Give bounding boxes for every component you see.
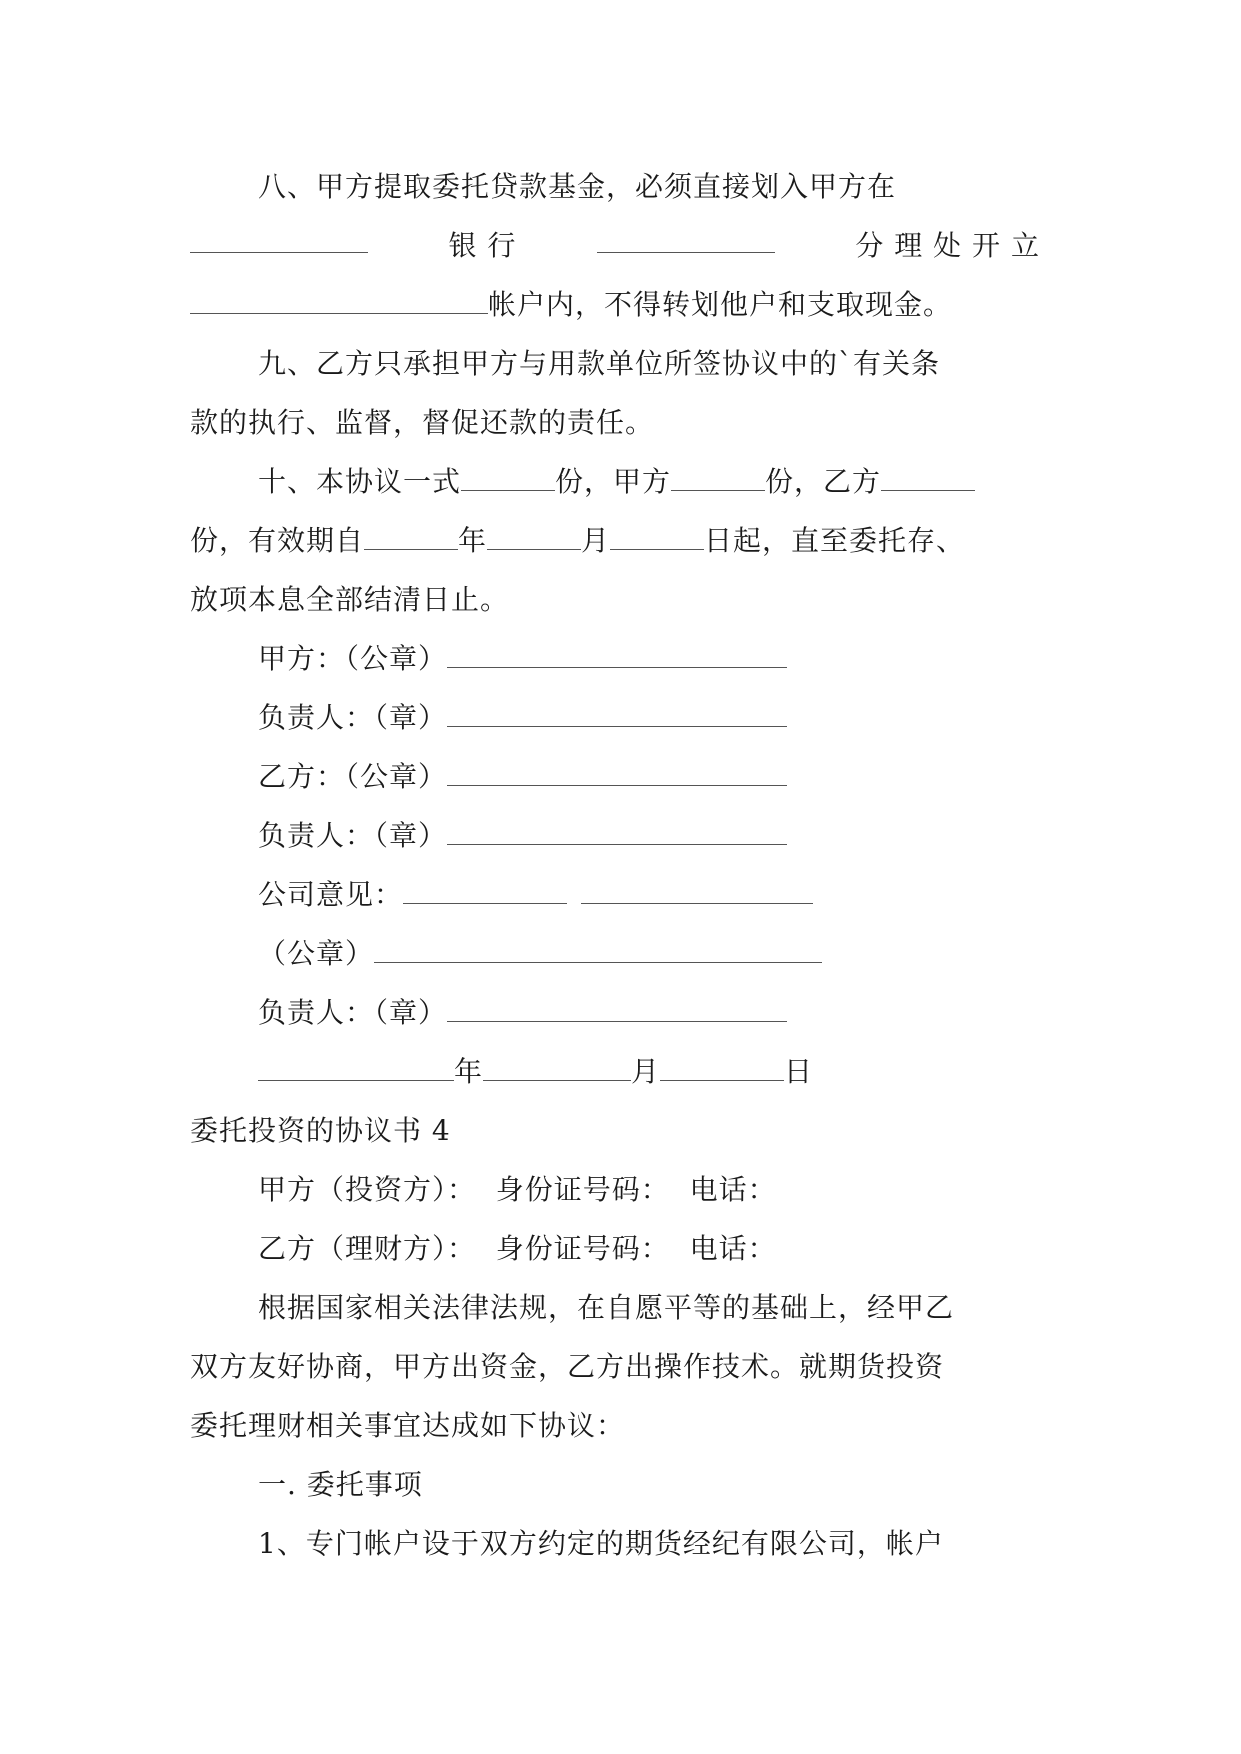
month-label: 月 [631,1055,661,1088]
blank-field[interactable] [487,523,581,550]
signature-blank[interactable] [447,759,787,786]
section8-line1: 八、甲方提取委托贷款基金，必须直接划入甲方在 [258,170,897,203]
section8-line3-text: 帐户内，不得转划他户和支取现金。 [488,288,953,321]
signature-blank[interactable] [581,877,813,904]
company-opinion-label: 公司意见： [258,878,404,911]
principal-3-line [258,993,787,1033]
agreement-title: 委托投资的协议书 4 [190,1114,451,1147]
blank-field[interactable] [364,523,458,550]
bank-label: 银 行 [448,229,517,262]
party-b-info: 乙方（理财方）： 身份证号码： 电话： [258,1232,777,1265]
day-label: 日 [784,1055,814,1088]
intro-line2: 双方友好协商，甲方出资金，乙方出操作技术。就期货投资 [190,1350,945,1383]
blank-field[interactable] [671,464,765,491]
section10-text: 份，有效期自 [190,524,365,557]
date-blank[interactable] [258,1054,454,1081]
section8-line3 [190,285,952,325]
signature-blank[interactable] [447,995,787,1022]
blank-field[interactable] [610,523,704,550]
seal-label: （公章） [258,937,375,970]
seal-line [258,934,822,974]
item-1: 1、专门帐户设于双方约定的期货经纪有限公司，帐户 [258,1527,944,1560]
section10-text: 年 [458,524,488,557]
principal-label: 负责人：（章） [258,996,448,1029]
section8-line2 [190,226,1040,266]
principal-2-line [258,816,787,856]
blank-field[interactable] [597,226,775,253]
section10-line1 [258,462,975,502]
intro-line1: 根据国家相关法律法规，在自愿平等的基础上，经甲乙 [258,1291,955,1324]
principal-1-line [258,698,787,738]
signature-blank[interactable] [374,936,822,963]
blank-field[interactable] [190,226,368,253]
party-b-seal-label: 乙方：（公章） [258,760,448,793]
party-a-seal-line [258,639,787,679]
company-opinion-line [258,875,813,915]
section10-line2 [190,521,965,561]
section9-line2: 款的执行、监督，督促还款的责任。 [190,406,655,439]
party-a-info: 甲方（投资方）： 身份证号码： 电话： [258,1173,777,1206]
section10-text: 十、本协议一式 [258,465,462,498]
signature-blank[interactable] [403,877,567,904]
signature-blank[interactable] [447,700,787,727]
section9-line1: 九、乙方只承担甲方与用款单位所签协议中的`有关条 [258,347,941,380]
blank-field[interactable] [881,464,975,491]
date-blank[interactable] [660,1054,784,1081]
section10-text: 份，甲方 [555,465,672,498]
principal-label: 负责人：（章） [258,701,448,734]
section10-text: 份，乙方 [765,465,882,498]
section10-line3: 放项本息全部结清日止。 [190,583,510,616]
section10-text: 日起，直至委托存、 [704,524,966,557]
party-b-seal-line [258,757,787,797]
section10-text: 月 [581,524,611,557]
date-line [258,1052,813,1092]
principal-label: 负责人：（章） [258,819,448,852]
date-blank[interactable] [483,1054,631,1081]
signature-blank[interactable] [447,818,787,845]
year-label: 年 [454,1055,484,1088]
blank-field[interactable] [190,287,488,314]
intro-line3: 委托理财相关事宜达成如下协议： [190,1409,626,1442]
signature-blank[interactable] [447,641,787,668]
blank-field[interactable] [461,464,555,491]
party-a-seal-label: 甲方：（公章） [258,642,448,675]
heading-1: 一. 委托事项 [258,1468,423,1501]
branch-label: 分 理 处 开 立 [855,229,1040,262]
